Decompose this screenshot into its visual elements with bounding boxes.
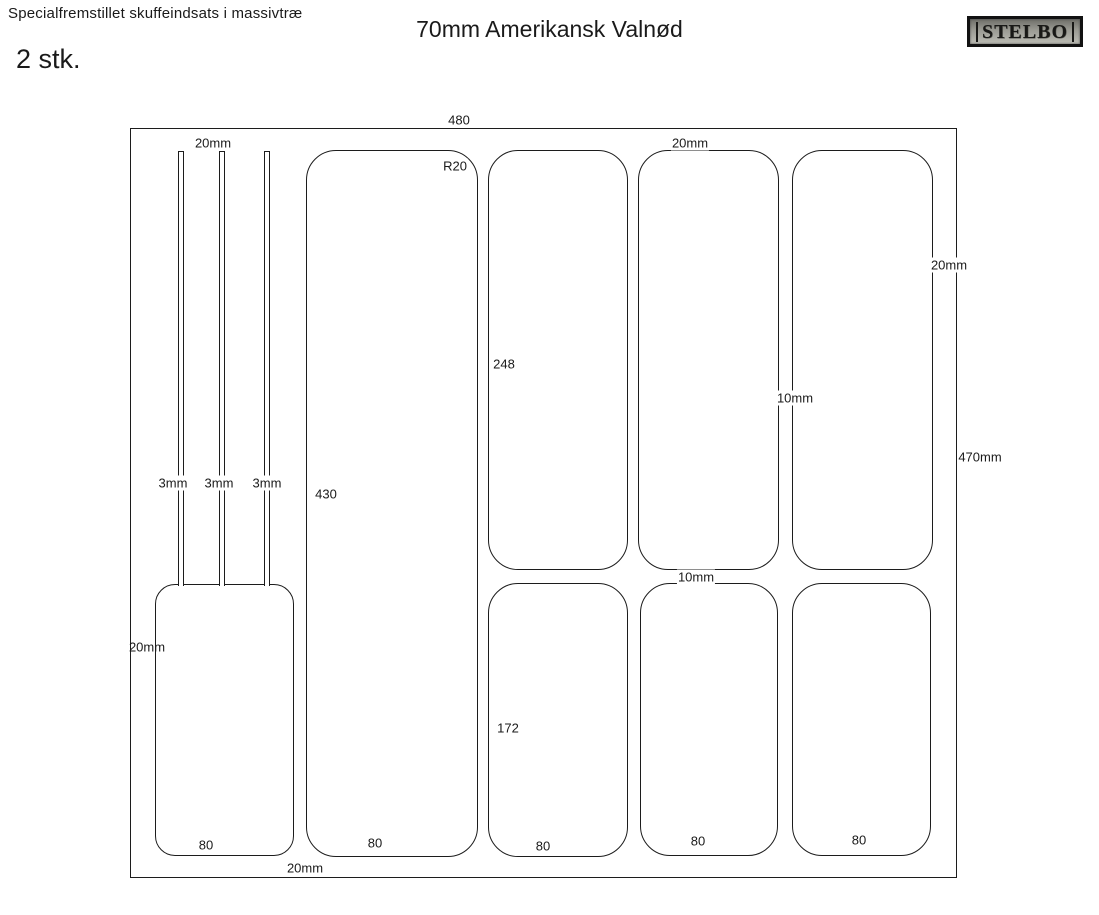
page-title: 70mm Amerikansk Valnød (416, 16, 683, 42)
saw-slot-3 (264, 151, 270, 586)
dim-left-margin: 20mm (128, 639, 166, 655)
compartment-4-upper-outline (638, 150, 779, 570)
dim-right-margin: 20mm (930, 257, 968, 273)
dim-lower-compartment-height: 172 (497, 720, 519, 736)
compartment-5-upper-outline (792, 150, 933, 570)
dim-compartment4-width: 80 (690, 833, 706, 849)
dim-top-margin: 20mm (671, 135, 709, 151)
subtitle: Specialfremstillet skuffeindsats i massivtræ (8, 5, 303, 22)
dim-upper-column-gap: 10mm (776, 390, 814, 406)
dim-row-gap: 10mm (677, 569, 715, 585)
dim-slot1-width: 3mm (158, 475, 188, 491)
compartment-5-lower-outline (792, 583, 931, 856)
dim-upper-compartment-height: 248 (493, 356, 515, 372)
dim-bottom-margin: 20mm (286, 860, 324, 876)
saw-slot-1 (178, 151, 184, 586)
saw-slot-2 (219, 151, 225, 586)
dim-slot3-width: 3mm (252, 475, 282, 491)
logo-text: STELBO (976, 22, 1074, 42)
dim-corner-radius: R20 (443, 158, 467, 174)
dim-compartment3-width: 80 (535, 838, 551, 854)
dim-total-width: 480 (448, 112, 470, 128)
dim-total-height: 470mm (958, 449, 1002, 465)
dim-tall-compartment-height: 430 (315, 486, 337, 502)
dim-compartment5-width: 80 (851, 832, 867, 848)
stelbo-logo (967, 16, 1083, 47)
compartment-1-outline (155, 584, 294, 856)
dim-compartment1-width: 80 (198, 837, 214, 853)
compartment-2-tall-outline (306, 150, 478, 857)
quantity-label: 2 stk. (16, 44, 81, 74)
dim-compartment2-width: 80 (367, 835, 383, 851)
compartment-4-lower-outline (640, 583, 778, 856)
dim-slot-spacing-top: 20mm (194, 135, 232, 151)
dim-slot2-width: 3mm (204, 475, 234, 491)
